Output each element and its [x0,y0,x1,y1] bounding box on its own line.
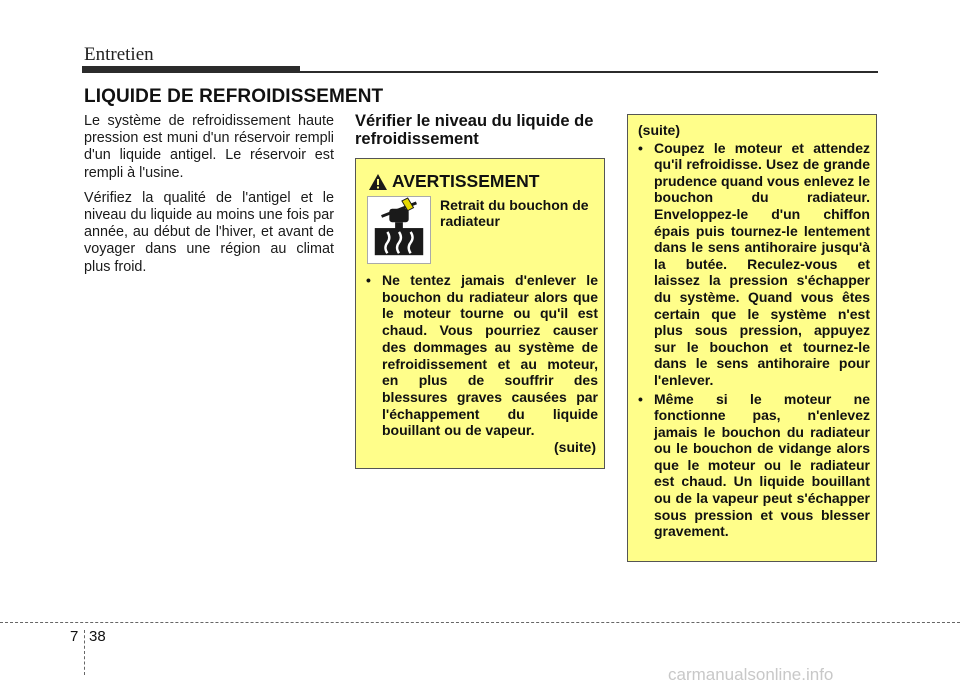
continued-label: (suite) [638,122,680,138]
watermark: carmanualsonline.info [668,665,834,684]
radiator-cap-hot-icon [367,196,431,264]
warning-continuation-box [627,114,877,562]
footer-rule [0,622,960,623]
list-item [366,272,598,439]
continuation-content [638,122,870,542]
warning-box [355,158,605,469]
warning-bullets [366,272,598,439]
bullet-marker: • [638,139,643,156]
chapter-number: 7 [70,628,79,645]
bullet-marker: • [366,272,371,288]
bullet-text: Coupez le moteur et attendez qu'il refroidisse. Usez de grande prudence quand vous enlevez le bouchon du radiateur. Enveloppez-le d'un chiffon épais puis tournez-le lentement dans le sens antihoraire jusqu'à la butée. Reculez-vous et laissez la pression s'échapper du système. Quand vous êtes certain que le système n'est plus sous pression, appuyez sur le bouchon et tournez-le dans le sens antihoraire pour l'enlever. [654,139,870,388]
icon-caption: Retrait du bouchon de radiateur [440,197,589,230]
header-rule-thick [82,66,300,73]
section-title: LIQUIDE DE REFROIDISSEMENT [84,86,384,107]
list-item [638,140,870,389]
bullet-marker: • [638,390,643,407]
warning-triangle-icon [368,173,388,191]
page-number: 38 [89,628,106,645]
chapter-title: Entretien [84,44,154,65]
bullet-text: Même si le moteur ne fonctionne pas, n'enlevez jamais le bouchon du radiateur ou le bouchon de vidange alors que le moteur ou le radiateur est chaud. Un liquide bouillant ou de la vapeur peut s'échapper sous pression et vous blesser gravement. [654,390,870,540]
footer-vertical-rule [84,630,85,675]
header-rule-thin [300,71,878,73]
left-column [84,113,334,284]
paragraph: Le système de refroidissement haute pression est muni d'un réservoir rempli d'un liquide antigel. Le réservoir est rempli à l'usine. [84,113,334,181]
bullet-text: Ne tentez jamais d'enlever le bouchon du radiateur alors que le moteur tourne ou qu'il est chaud. Vous pourriez causer des dommages au système de refroidissement et au moteur, en plus de souffrir des blessures graves causées par l'échappement du liquide bouillant ou de vapeur. [382,272,598,439]
warning-header: AVERTISSEMENT [392,171,540,191]
list-item [638,391,870,540]
continued-label: (suite) [554,439,596,455]
subheading: Vérifier le niveau du liquide de refroidissement [355,112,594,148]
paragraph: Vérifiez la qualité de l'antigel et le niveau du liquide au moins une fois par année, au début de l'hiver, et avant de voyager dans une région au climat plus froid. [84,189,334,275]
